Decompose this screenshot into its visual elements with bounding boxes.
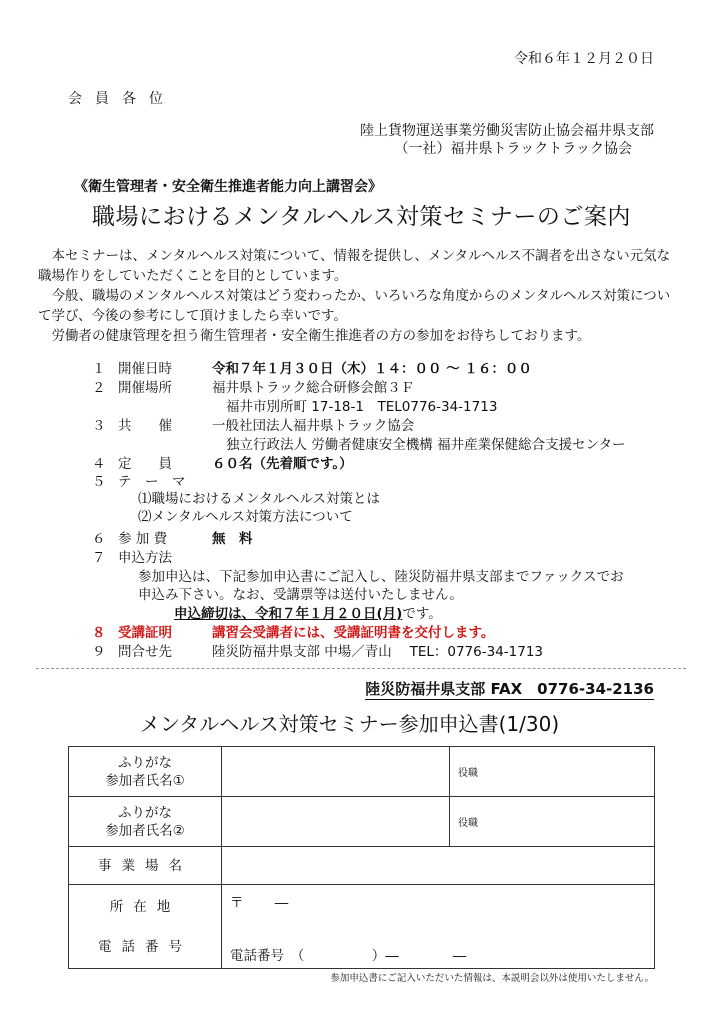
item-number: ２ bbox=[92, 380, 106, 396]
main-title: 職場におけるメンタルヘルス対策セミナーのご案内 bbox=[92, 204, 631, 230]
item-label: 定 員 bbox=[118, 456, 172, 472]
form-title: メンタルヘルス対策セミナー参加申込書(1/30) bbox=[140, 712, 560, 736]
deadline-suffix: です。 bbox=[402, 606, 442, 622]
form-row-participant-1 bbox=[69, 747, 655, 797]
apply-text: 申込み下さい。なお、受講票等は送付いたしません。 bbox=[138, 587, 463, 603]
item-label: 受講証明 bbox=[118, 625, 172, 641]
form-row-address bbox=[69, 885, 655, 969]
venue-address: 福井市別所町 17-18-1 TEL0776-34-1713 bbox=[226, 399, 498, 415]
document-date: 令和６年１２月２０日 bbox=[514, 51, 654, 67]
item-number: ８ bbox=[92, 625, 106, 641]
item-value: 福井県トラック総合研修会館３Ｆ bbox=[212, 380, 415, 396]
cut-line bbox=[36, 668, 686, 669]
item-label: 開催日時 bbox=[118, 361, 172, 377]
participant-1-name-field[interactable] bbox=[222, 747, 450, 797]
item-value: 一般社団法人福井県トラック協会 bbox=[212, 418, 415, 434]
form-row-participant-2 bbox=[69, 797, 655, 847]
office-label: 事業場名 bbox=[69, 847, 222, 885]
application-form bbox=[68, 746, 655, 969]
item-value: 無 料 bbox=[212, 531, 253, 547]
address-field[interactable] bbox=[222, 885, 655, 969]
theme-item: ⑵メンタルヘルス対策方法について bbox=[138, 509, 353, 525]
postal-code-field[interactable]: 〒 ― bbox=[230, 895, 289, 911]
theme-item: ⑴職場におけるメンタルヘルス対策とは bbox=[138, 491, 381, 507]
participant-label: 参加者氏名② bbox=[105, 822, 185, 839]
deadline-text: 申込締切は、令和７年１月２０日(月) bbox=[174, 606, 403, 622]
item-value: 講習会受講者には、受講証明書を交付します。 bbox=[212, 625, 495, 641]
series-title: 《衛生管理者・安全衛生推進者能力向上講習会》 bbox=[74, 179, 382, 195]
item-number: ７ bbox=[92, 550, 106, 566]
item-number: １ bbox=[92, 361, 106, 377]
item-label: 共 催 bbox=[118, 418, 172, 434]
footnote: 参加申込書にご記入いただいた情報は、本説明会以外は使用いたしません。 bbox=[330, 973, 654, 984]
item-label: 開催場所 bbox=[118, 380, 172, 396]
item-number: ９ bbox=[92, 644, 106, 660]
address-label: 所在地 bbox=[109, 898, 181, 915]
item-label: テ ー マ bbox=[118, 474, 186, 490]
item-value: ６０名（先着順です。） bbox=[212, 456, 353, 472]
role-label: 役職 bbox=[458, 818, 478, 829]
item-number: ４ bbox=[92, 456, 106, 472]
participant-2-name-field[interactable] bbox=[222, 797, 450, 847]
participant-1-role-field[interactable] bbox=[450, 747, 655, 797]
furigana-label: ふりがな bbox=[118, 804, 172, 821]
intro-paragraph: 労働者の健康管理を担う衛生管理者・安全衛生推進者の方の参加をお待ちしております。 bbox=[51, 328, 591, 344]
fax-number: 陸災防福井県支部 FAX 0776-34-2136 bbox=[365, 680, 654, 698]
phone-field[interactable]: 電話番号 （ ）― ― bbox=[230, 948, 467, 964]
sender-org-2: （一社）福井県トラックトラック協会 bbox=[394, 141, 632, 157]
participant-2-role-field[interactable] bbox=[450, 797, 655, 847]
intro-text bbox=[38, 246, 678, 346]
item-label: 参 加 費 bbox=[118, 531, 168, 547]
item-number: ５ bbox=[92, 474, 106, 490]
sender-block bbox=[360, 122, 654, 158]
participant-1-label bbox=[69, 747, 222, 797]
intro-paragraph: 本セミナーは、メンタルヘルス対策について、情報を提供し、メンタルヘルス不調者を出さない元気な職場作りをしていただくことを目的としています。 bbox=[38, 248, 671, 284]
item-value: 陸災防福井県支部 中場／青山 TEL：0776-34-1713 bbox=[212, 644, 544, 660]
office-name-field[interactable] bbox=[222, 847, 655, 885]
phone-label: 電話番号 bbox=[98, 938, 192, 955]
address-phone-label bbox=[69, 885, 222, 969]
participant-label: 参加者氏名① bbox=[105, 772, 185, 789]
role-label: 役職 bbox=[458, 768, 478, 779]
item-number: ３ bbox=[92, 418, 106, 434]
recipients: 会員各位 bbox=[68, 91, 176, 107]
participant-2-label bbox=[69, 797, 222, 847]
item-label: 問合せ先 bbox=[118, 644, 172, 660]
furigana-label: ふりがな bbox=[118, 754, 172, 771]
sender-org-1: 陸上貨物運送事業労働災害防止協会福井県支部 bbox=[360, 123, 654, 139]
item-value: 独立行政法人 労働者健康安全機構 福井産業保健総合支援センター bbox=[226, 437, 626, 453]
item-number: ６ bbox=[92, 531, 106, 547]
form-row-office bbox=[69, 847, 655, 885]
item-value: 令和７年１月３０日（木）１４：００ ～ １６：００ bbox=[212, 361, 532, 377]
intro-paragraph: 今般、職場のメンタルヘルス対策はどう変わったか、いろいろな角度からのメンタルヘルス対策について学び、今後の参考にして頂けましたら幸いです。 bbox=[38, 288, 671, 324]
item-label: 申込方法 bbox=[118, 550, 172, 566]
apply-text: 参加申込は、下記参加申込書にご記入し、陸災防福井県支部までファックスでお bbox=[138, 569, 624, 585]
